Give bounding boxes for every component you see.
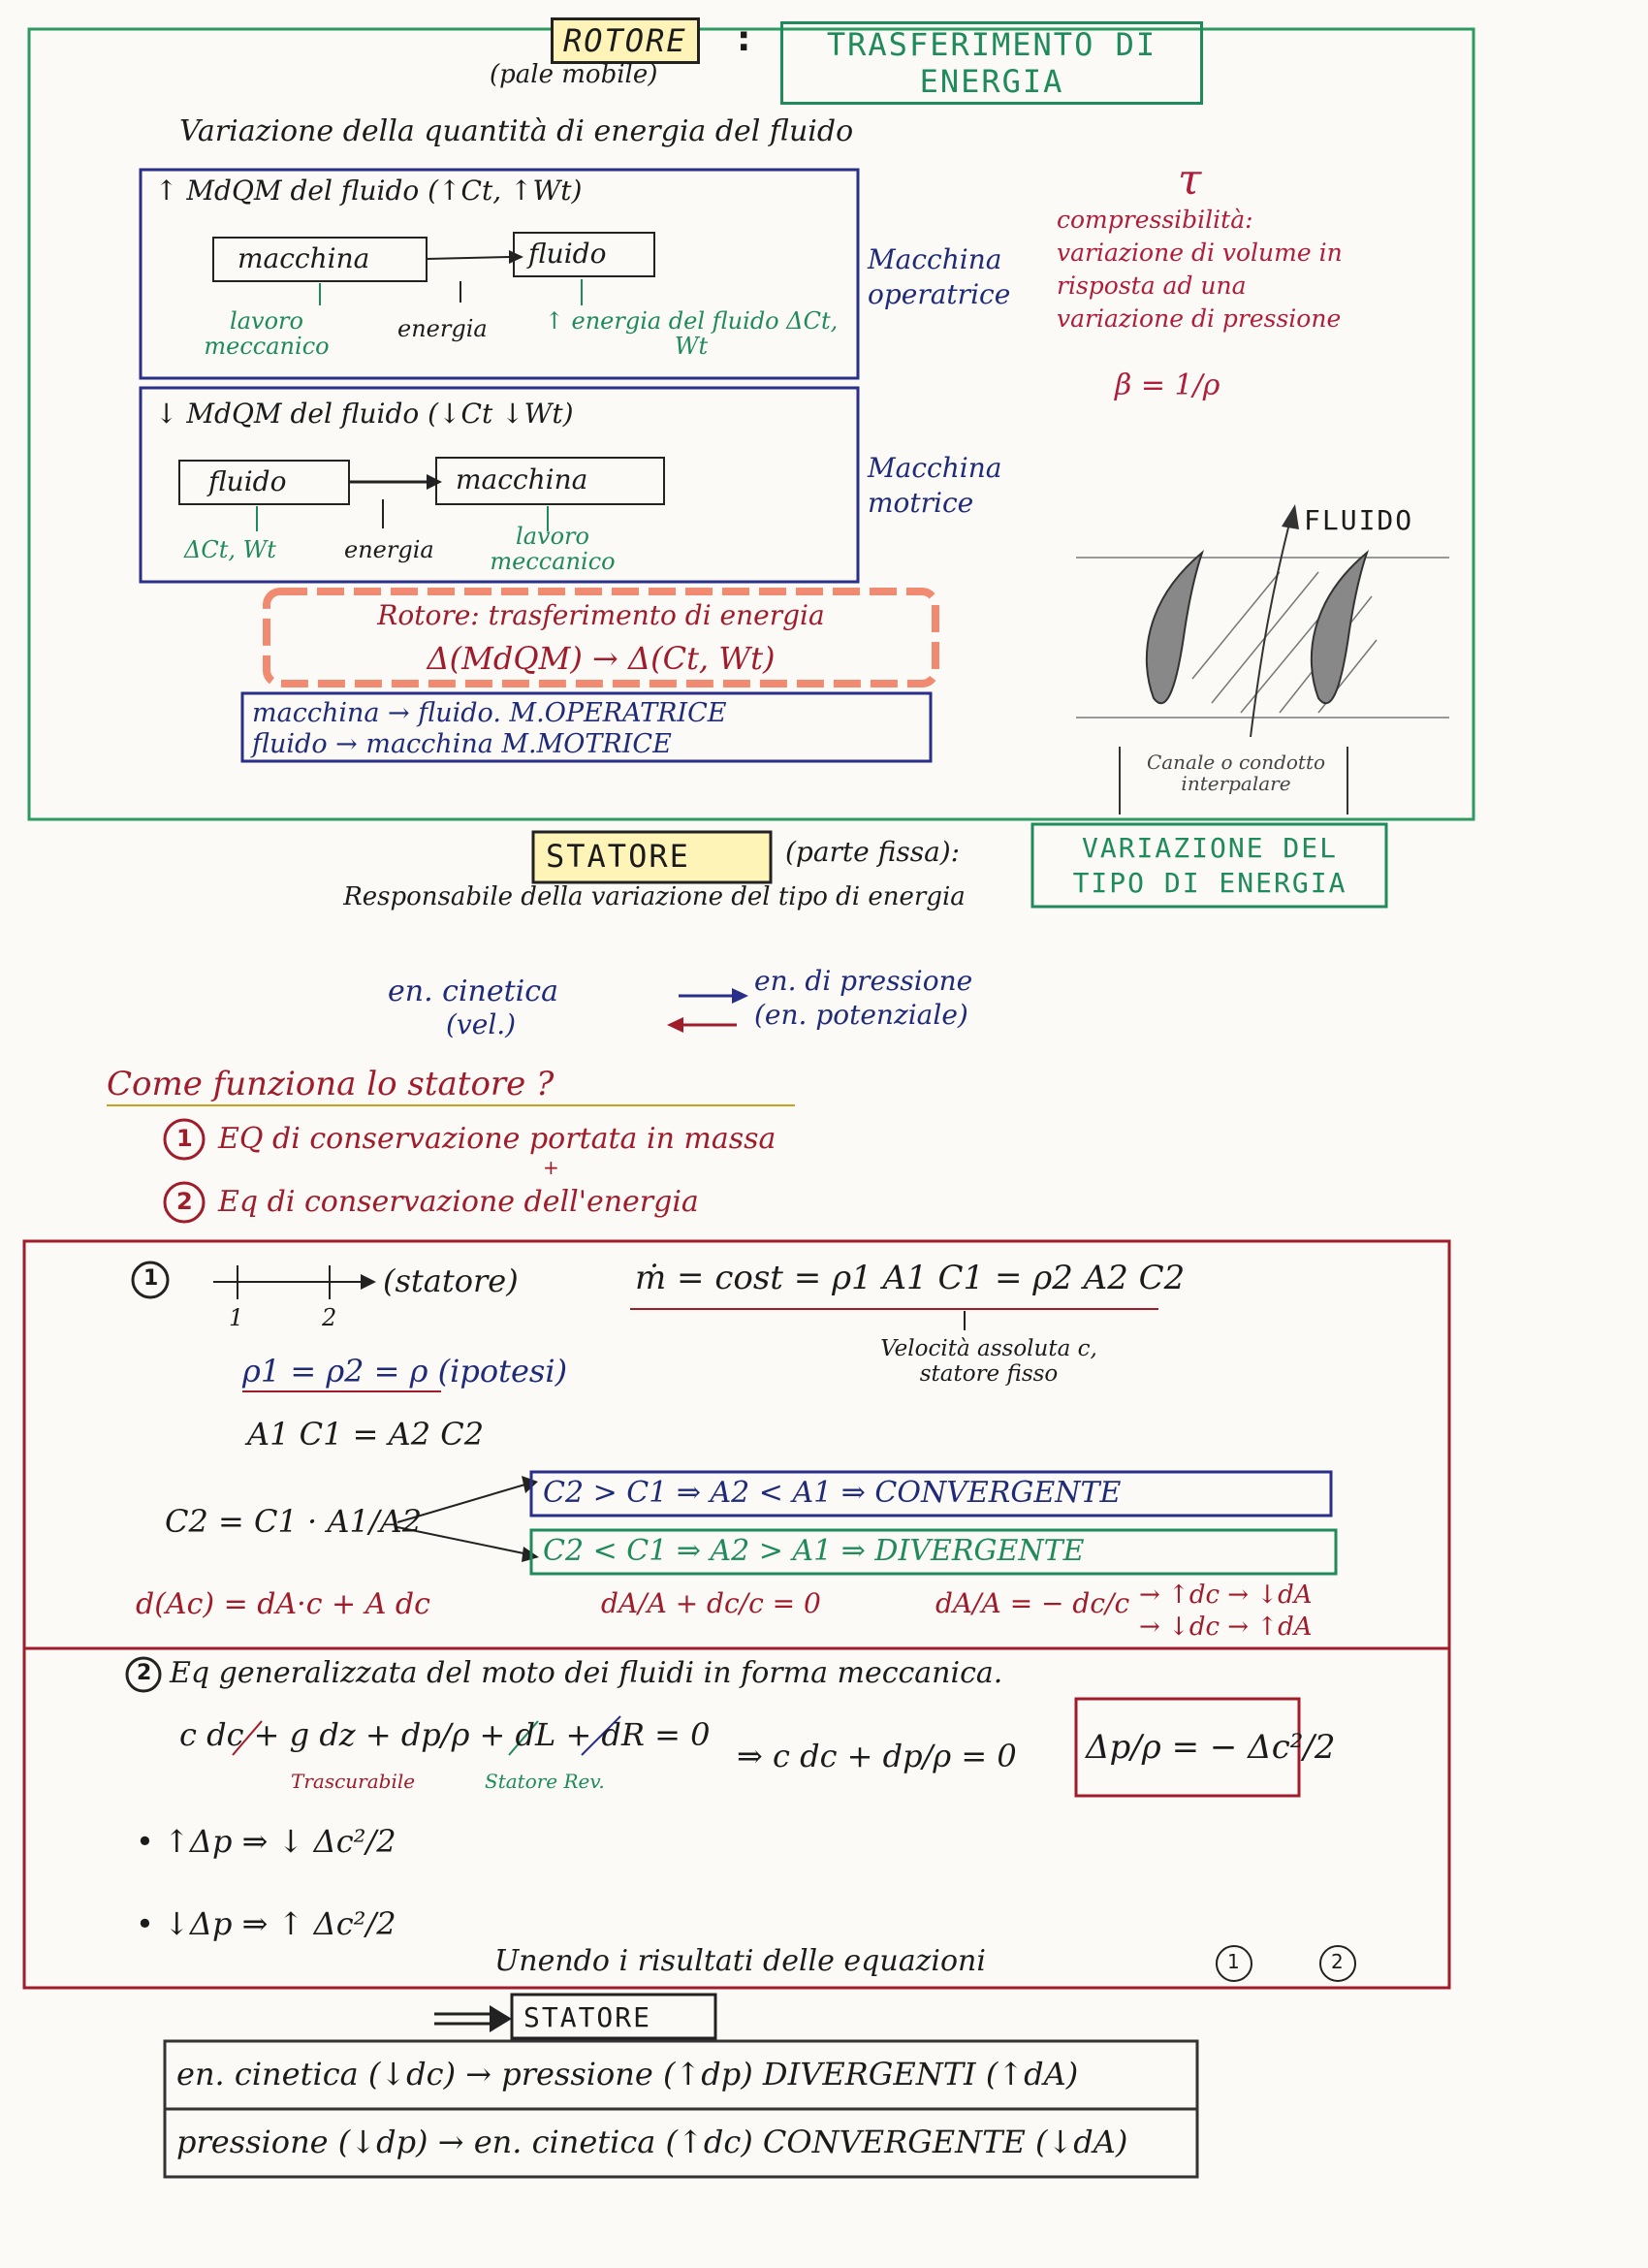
blade-diagram (1076, 504, 1449, 737)
statore-subtitle: (parte fissa): (785, 836, 961, 868)
sec1-number: 1 (143, 1266, 159, 1291)
final-row-divergent: en. cinetica (↓dc) → pressione (↑dp) DIVERGENTI (↑dA) (176, 2056, 1079, 2092)
union-text: Unendo i risultati delle equazioni (494, 1944, 986, 1978)
op-label-mid: energia (397, 315, 488, 342)
dAc-eq3: dA/A = − dc/c (935, 1587, 1130, 1619)
compressibility-note: compressibilità: variazione di volume in risposta ad una variazione di pressione (1057, 206, 1343, 333)
mot-heading: ↓ MdQM del fluido (↓Ct ↓Wt) (155, 398, 574, 430)
beta-formula: β = 1/ρ (1115, 368, 1220, 402)
rho-hypothesis: ρ1 = ρ2 = ρ (ipotesi) (242, 1353, 568, 1390)
op-label-from: lavoro meccanico (204, 307, 330, 360)
final-statore-label: STATORE (523, 2001, 652, 2033)
summary-eq: Δ(MdQM) → Δ(Ct, Wt) (427, 640, 776, 677)
rotore-intro: Variazione della quantità di energia del fluido (179, 114, 854, 148)
eq2-number: 2 (176, 1188, 193, 1215)
op-from: macchina (238, 242, 370, 274)
statore-desc: Responsabile della variazione del tipo di energia (343, 882, 966, 911)
line-motrice: fluido → macchina M.MOTRICE (252, 729, 672, 759)
op-to: fluido (528, 238, 607, 270)
rotore-role: TRASFERIMENTO DI ENERGIA (780, 21, 1203, 105)
statore-title: STATORE (546, 838, 690, 875)
dAc-eq4: → ↑dc → ↓dA (1139, 1581, 1313, 1610)
vel-label: (vel.) (446, 1008, 517, 1040)
final-row-convergent: pressione (↓dp) → en. cinetica (↑dc) CONVERGENTE (↓dA) (176, 2124, 1128, 2160)
result-formula: Δp/ρ = − Δc²/2 (1086, 1728, 1336, 1767)
dAc-eq: d(Ac) = dA·c + A dc (136, 1587, 430, 1621)
sec1-statore: (statore) (383, 1262, 519, 1299)
axis-2: 2 (322, 1304, 337, 1331)
mot-from: fluido (208, 465, 287, 497)
line-operatrice: macchina → fluido. M.OPERATRICE (252, 698, 727, 728)
velocity-note: Velocità assoluta c, statore fisso (880, 1336, 1097, 1387)
eq2-label: Eq di conservazione dell'energia (218, 1185, 699, 1219)
statore-role: VARIAZIONE DEL TIPO DI ENERGIA (1072, 832, 1347, 899)
dAc-eq2: dA/A + dc/c = 0 (601, 1587, 821, 1619)
question: Come funziona lo statore ? (107, 1065, 555, 1103)
mass-equation: ṁ = cost = ρ1 A1 C1 = ρ2 A2 C2 (635, 1259, 1186, 1297)
union-1: 1 (1227, 1950, 1240, 1973)
op-label-to: ↑ energia del fluido ΔCt, Wt (544, 307, 839, 360)
en-cinetica: en. cinetica (388, 974, 558, 1008)
bullet-increase: • ↑Δp ⇒ ↓ Δc²/2 (136, 1823, 396, 1860)
plus-sign: + (543, 1156, 559, 1179)
mot-to: macchina (456, 463, 588, 495)
en-pressione: en. di pressione (754, 965, 973, 997)
ac-equation: A1 C1 = A2 C2 (247, 1416, 485, 1453)
op-heading: ↑ MdQM del fluido (↑Ct, ↑Wt) (155, 175, 583, 207)
mot-machine: Macchina motrice (868, 452, 1002, 519)
rotore-subtitle: (pale mobile) (490, 60, 658, 89)
rotore-title: ROTORE (551, 17, 700, 64)
union-2: 2 (1331, 1950, 1344, 1973)
fluid-label: FLUIDO (1304, 504, 1414, 536)
dAc-eq5: → ↓dc → ↑dA (1139, 1613, 1313, 1642)
mot-label-from: ΔCt, Wt (184, 536, 276, 563)
summary-title: Rotore: trasferimento di energia (377, 599, 825, 631)
statore-rev-label: Statore Rev. (485, 1770, 605, 1793)
colon: : (737, 19, 751, 59)
trascurabile-label: Trascurabile (291, 1770, 416, 1793)
axis-1: 1 (229, 1304, 244, 1331)
mot-label-mid: energia (344, 536, 434, 563)
sec2-number: 2 (137, 1661, 152, 1685)
mot-label-to: lavoro meccanico (490, 523, 616, 575)
energy-equation: c dc + g dz + dp/ρ + dL + dR = 0 (179, 1716, 711, 1753)
c2-equation: C2 = C1 · A1/A2 (165, 1503, 423, 1540)
bullet-decrease: • ↓Δp ⇒ ↑ Δc²/2 (136, 1905, 396, 1942)
sec2-title: Eq generalizzata del moto dei fluidi in forma meccanica. (170, 1656, 1003, 1690)
reduced-equation: ⇒ c dc + dp/ρ = 0 (737, 1738, 1017, 1774)
tau-symbol: τ (1178, 155, 1202, 205)
eq1-label: EQ di conservazione portata in massa (218, 1122, 776, 1156)
convergent-line: C2 > C1 ⇒ A2 < A1 ⇒ CONVERGENTE (543, 1476, 1122, 1510)
eq1-number: 1 (176, 1125, 193, 1152)
divergent-line: C2 < C1 ⇒ A2 > A1 ⇒ DIVERGENTE (543, 1534, 1085, 1568)
op-machine: Macchina operatrice (868, 243, 1011, 310)
canale-label: Canale o condotto interpalare (1146, 751, 1326, 795)
en-potenziale: (en. potenziale) (754, 999, 968, 1031)
